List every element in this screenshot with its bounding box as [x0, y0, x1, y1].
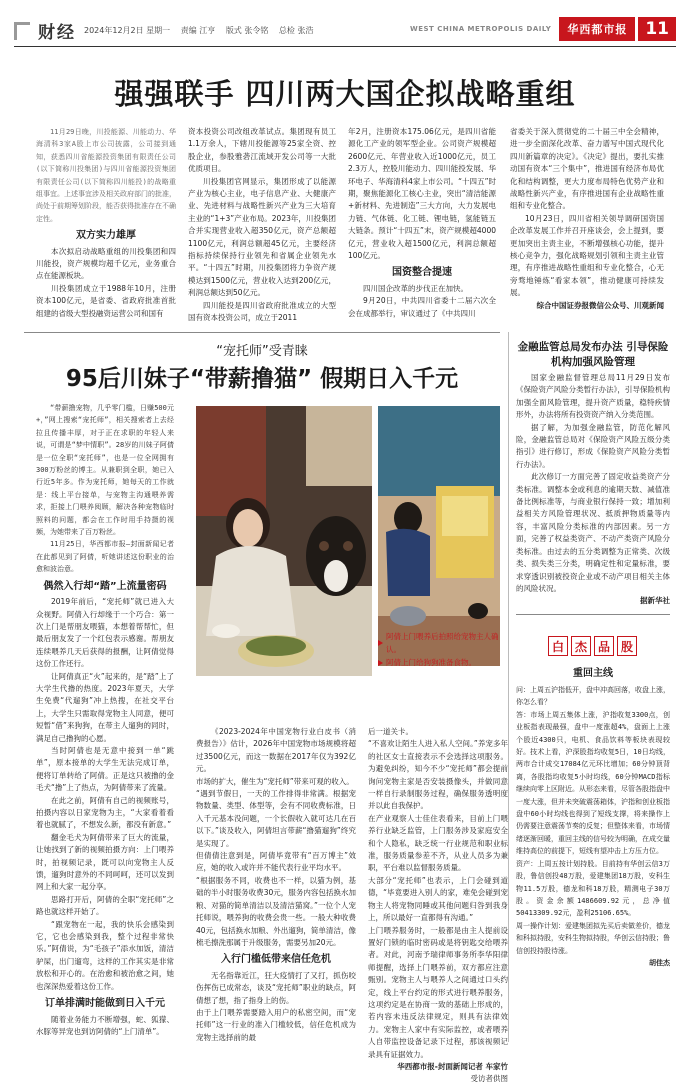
article2-para: 随着业务能力不断增强，蛇、狐獴、水豚等异宠也到访阿倩的“上门清单”。 [36, 1014, 174, 1036]
article1-source: 综合中国证券报微信公众号、川观新闻 [536, 300, 664, 310]
photo-captions [378, 630, 500, 669]
photo-feeding-cat [378, 406, 500, 666]
designer: 版式 张令铭 [225, 26, 269, 35]
article1-para: 四川能投是四川省政府批准成立的大型国有资本投资公司，成立于2011 [188, 300, 336, 323]
triangle-bullet-icon [378, 640, 383, 646]
paper-english-name: WEST CHINA METROPOLIS DAILY [409, 25, 552, 33]
triangle-bullet-icon [378, 660, 383, 666]
stock-column-title [548, 636, 637, 656]
divider [516, 614, 670, 615]
header-rule [14, 46, 676, 47]
section-name: 财经 [38, 23, 76, 43]
column-divider [508, 332, 509, 1042]
caption-2-text: 阿倩上门给狗狗准备食物。 [386, 658, 476, 667]
article2-para: 当时阿倩也是无意中接到一单“跳单”，原本接单的大学生无法完成订单，便将订单转给了阿倩。正是这只被撸的金毛犬“撸”上了热点，为阿倩带来了流量。 [36, 745, 174, 793]
article2-subhead2: 订单排满时能做到日入千元 [45, 998, 165, 1010]
stock-column-subtitle: 重回主线 [573, 668, 613, 679]
article2-para: 2019年前后，“宠托师”就已进入大众视野。阿倩入行却缘于一个巧合：第一次上门是帮朋友喂猫，本想着帮帮忙，但最后朋友发了一个红包表示感谢。帮朋友连续喂养几天后获得的报酬，让阿倩觉得这份工作还行。 [36, 597, 174, 669]
header-meta [84, 25, 321, 36]
issue-date: 2024年12月2日 星期一 [84, 26, 171, 35]
article2-para: 翻金毛犬为阿倩带来了巨大的流量，让她找到了新的视频拍摄方向：上门喂养时，拍视频记录，既可以向宠物主人反馈，遛狗时意外的不同呵呵，还可以发到网上和大家一起分享。 [36, 832, 174, 892]
divider [24, 332, 500, 333]
article2-byline: 华西都市报-封面新闻记者 车家竹 [397, 1061, 508, 1071]
article3-para: 据了解，为加强金融监管，防范化解风险，金融监管总局对《保险资产风险五级分类指引》进行修订，形成《保险资产风险分类暂行办法》。 [516, 422, 670, 469]
article1-col2 [188, 126, 336, 326]
article1-para: 四川国企改革的步伐正在加快。 [363, 283, 468, 293]
article3-body [516, 372, 670, 608]
page-number: 11 [638, 17, 676, 41]
article3-para: 此次修订一方面完善了固定收益类资产分类标准。调整本金或利息的逾期天数、减值准备比例标准等，与商业银行保持一致；增加利益相关方风险管理状况、抵质押物质量等内容，丰富风险分类标准的内部因素。另一方面，完善了权益类资产、不动产类资产风险分类标准。由过去的五分类调整为正常类、次级类、损失类三分类，明确定性和定量标准，要求穿透识别被投资企业或不动产项目相关主体的风险状况。 [516, 472, 670, 593]
photo-illustration [196, 406, 372, 676]
article2-kicker: “宠托师”受青睐 [216, 344, 308, 359]
stock-column-text: 问：上周五沪指低开，盘中冲高回落，收盘上涨，你怎么看？ 答：市场上周五集体上涨，沪指收复3300点，创业板指表现最强，盘中一度涨超4%，盘面上上涨个股近4300只，电机、食品饮料等板块表现较好。技术上看，沪深股指均收复5日，10日均线，两市合计成交17084亿元环比增加；60分钟顶背离，各股指均收复5小时均线，60分钟MACD指标继续向零上区附近。从形态来看，尽管各股指盘中一度大涨，但并未突破震荡箱体，沪指和创业板指盘中60小时均线也得到了短线支撑，将来操作上仍需要注意震荡节奏的反复；但整体来看，市场情绪逐渐回暖，重回主线的信号较为明确，在成交量维持高位的前提下，短线有望冲击上方压力位。 资产：上周五按计划持股。目前持有华创云信3万股，鲁信创投48万股，爱建集团18万股，安科生物11.5万股，德龙和科18万股，精测电子30万股。资金余额1486609.92元，总净值50413309.92元，盈利25106.65%。 周一操作计划：爱建集团拟先买后卖做差价，德龙和科拟持股，安科生物拟持股，华创云信持股；鲁信创投持股待涨。 [516, 686, 670, 955]
article1-para: 省委关于深入贯彻党的二十届三中全会精神，进一步全面深化改革、奋力谱写中国式现代化四川新篇章的决定》。《决定》提出，要扎实推动国有资本“三个集中”，推进国有经济布局优化和结构调整，更大力度布局特色优势产业和战略性新兴产业，有序推进国有企业战略性重组和专业化整合。 [510, 127, 664, 211]
article2-regulation: 后一道关卡。 “不喜欢让陌生人进入私人空间。”养宠多年的社区女士直接表示不会选择这项服务。为避免纠纷，知今不少“宠托师”都会提前询问宠物主家是否安装摄像头，并做同意一样自行录制服务过程，确保服务透明度并以此自我保护。 在产业观察人士佳住表看来，目前上门喂养行业缺乏监管，上门服务涉及家庭安全和个人隐私，缺乏统一行业规范和职业标准，服务质量参差不齐，从业人员多为兼职，平台难以监督服务质量。 大部分“宠托师”也表示，上门会碰到道德，“毕竟要进入别人的家，难免会碰到宠物主人将宠物同睡或其他问题归咎到我身上，所以最好一直都得有沟通。” 上门喂养服务时，一般都是由主人提前设置好门锁的临时密码或是将钥匙交给喂养者。对此，河南予瑞律师事务所李华阳律师提醒，选择上门喂养前，双方都应注意甄别。宠物主人与喂养人之间通过口头约定，线上平台约定的形式进行喂养服务，这项约定是在协商一致的基础上形成的，若内容未违反法律规定，则具有法律效力。宠物主人家中有实际监控，或者喂养人自带监控设备记录下过程，那该视频记录具有证据效力。 [368, 727, 508, 1059]
article3-para: 国家金融监督管理总局11月29日发布《保险资产风险分类暂行办法》，引导保险机构加强全面风险管理，提升资产质量，稳特疾情形外，办法将所有投资资产纳入分类范围。 [516, 373, 670, 420]
article1-col3 [348, 126, 496, 326]
article1-para: 川投集团官网显示，集团形成了以能源产业为核心主业，电子信息产业、大健康产业、先进材料与战略性新兴产业为三大培育主业的“1+3”产业布局。2023年，川投集团合并实现营业收入超350亿元，资产总额超1100亿元，利润总额超45亿元，主要经济指标持续保持行业领先和省属企业领先水平。“十四五”时期，川投集团将力争资产规模达到1500亿元，营业收入达到200亿元，利润总额达到50亿元。 [188, 176, 336, 298]
article1-para: 10月23日，四川省相关领导调研国资国企改革发展工作并召开座谈会，会上提到，要更加突出主责主业，不断增强核心功能，提升核心竞争力，强化战略规划引领和主责主业管理，有序推进战略性重组和专业化整合，心无旁骛地锤炼“看家本领”，推动健康可持续发展。 [510, 213, 664, 298]
article2-para: 思路打开后，阿倩的全职“宠托师”之路也就这样开始了。 [36, 894, 174, 917]
article2-dateline: 11月25日，华西都市报—封面新闻记者在此都见到了阿倩，听她讲述这份职业的治愈和波治意。 [36, 540, 174, 574]
article1-para: 资本投资公司改组改革试点。集团现有员工1.1万余人，下辖川投能源等25家全资、控股企业，参股雅砻江流域开发公司等一大批优质项目。 [188, 127, 336, 174]
stock-column-header [516, 632, 670, 680]
article1-para: 川投集团成立于1988年10月，注册资本100亿元，是省委、省政府批准首批组建的省级大型投融资运营公司和国有 [36, 283, 176, 318]
article2-lede: “带薪撸宠物，几乎零门槛，日赚500元+，”网上搜索“宠托师”，相关搜索者上去经拉且传播丰厚，对于正在求职的年轻人来说，可谓是“梦中情职”。28岁的川妹子阿倩是一位全职“宠托师”，也是一位全网拥有300万粉丝的博主。从兼职到全职，她已入行近5年多。作为宠托师，她每天的工作就是：线上平台接单，与宠物主沟通喂养需求，拒接上门喂养阅顾，解决各种宠物临时照料的问题，都会在工作时用手持摄的视频，为她带来了百万粉丝。 [36, 404, 174, 537]
photo-preparing-food [196, 406, 372, 676]
article2-para: 让阿倩真正“火”起来的，是“踏”上了大学生代撸的热度。2023年夏天，大学生免费“代遛狗”冲上热搜，在社交平台上，大学生只需取得宠物主人同意，便可短暂“借”来狗狗，在带主人遛狗的同时，满足自己撸狗的心愿。 [36, 671, 174, 743]
article2-col1 [36, 402, 174, 1038]
photo-illustration [378, 406, 500, 666]
headline-merger: 强强联手 四川两大国企拟战略重组 [114, 77, 576, 111]
stock-title-char: 品 [594, 636, 614, 656]
article1-para: 9月20日，中共四川省委十二届六次全会在成都举行，审议通过了《中共四川 [348, 296, 496, 318]
checker: 总检 张浩 [278, 26, 314, 35]
caption-1-text: 阿倩上门喂养后拍照给宠物主人确认。 [386, 632, 499, 654]
article2-subhead1: 偶然入行却“踏”上流量密码 [43, 580, 167, 592]
headline-pet-sitter: 95后川妹子“带薪撸猫” 假期日入千元 [65, 366, 459, 392]
article1-col4 [510, 126, 664, 322]
headline-insurance: 金融监管总局发布办法 引导保险机构加强风险管理 [517, 341, 669, 368]
stock-column-author: 胡佳杰 [649, 958, 670, 967]
article1-lede: 11月29日晚，川投能源、川能动力、华海清科3家A股上市公司披露，公司接到通知，获悉四川省能源投资集团有限责任公司(以下简称川投集团)与四川省能源投资集团有限责任公司(以下简称四川能投)的战略重组事宜。上述事宜涉及相关政府部门的批准，尚处于前期筹划阶段，能否获得批准存在不确定性。 [36, 128, 176, 223]
article2-col2 [196, 726, 356, 1042]
article2-para: “跟宠物在一起，我的快乐会感染到它，它也会感染到我，整个过程非常快乐。”阿倩说，为“毛孩子”添水加饭，清洁驴屎，出门遛弯，这样的工作其实是非常放松和开心的。在治愈和被治愈之间，她也深深热爱着这份工作。 [36, 919, 174, 991]
article2-col3 [368, 726, 508, 1084]
caption-1 [378, 630, 500, 656]
article2-subhead3: 入行门槛低带来信任危机 [221, 954, 331, 966]
article2-photo-credit: 受访者供图 [470, 1074, 508, 1084]
section-bracket-icon [14, 22, 30, 40]
article1-para: 本次拟启动战略重组的川投集团和四川能投，资产规模均超千亿元，业务重合点在能源板块。 [36, 246, 176, 281]
stock-column-body [516, 684, 670, 1038]
header-left [14, 18, 321, 43]
article1-para: 年2月，注册资本175.06亿元，是四川省能源化工产业的领军型企业。公司资产规模超2600亿元、年营业收入近1000亿元，员工2.3万人，控股川能动力、四川能投发展、华环电子、华海清科4家上市公司。“十四五”时期，聚焦能源化工核心主业，突出“清洁能源+新材料、先进制造”三大方向，大力发展电力链、气体链、化工链、锂电链，氢能链五大链条。预计“十四五”末，资产规模超4000亿元，营业收入超1500亿元，利润总额超100亿元。 [348, 127, 496, 261]
stock-title-char: 股 [617, 636, 637, 656]
stock-title-char: 杰 [571, 636, 591, 656]
article1-subhead2: 国资整合提速 [392, 267, 452, 279]
article1-col1 [36, 126, 176, 326]
article2-trust: 无名指靠近江，狂大疫情打了又打，抓伤咬伤挥伤已成常态，谈及“宠托师”职业的缺点，阿倩想了想，指了指身上的伤。 由于上门喂养需要踏入用户的私密空间，而“宠托师”这一行业的准入门槛较低，信任危机成为宠物主选择前的最 [196, 970, 356, 1042]
header-right [410, 17, 676, 41]
article3-source: 据新华社 [640, 596, 670, 606]
stock-title-char: 白 [548, 636, 568, 656]
article1-subhead1: 双方实力雄厚 [76, 230, 136, 242]
article2-para: 在此之前，阿倩有自己的视频账号，拍摄内容以日家宠物为主，“大家看着看着也就腻了，不想发么新，都没有新意。” [36, 795, 174, 830]
editor: 责编 江亨 [180, 26, 216, 35]
brand-logo: 华西都市报 [559, 17, 635, 41]
caption-2 [378, 656, 500, 669]
page-header [0, 0, 690, 58]
article2-market: 《2023-2024年中国宠物行业白皮书（消费报告）》估计，2026年中国宠物市场规模将超过3500亿元，而这一数据在2017年仅为392亿元。 市场的扩大，催生为“宠托师”带来可观的收入。 “遇到节假日，一天的工作排得非常满。根据宠物数量、类型、体型等，会有不同收费标准，日入千元基本没问题，一个长假收入就可达几在百以下。”谈及收入，阿倩坦言带薪“撸猫遛狗”终究是实现了。 但倩倩注意到是，阿倩毕竟带有“百万博主”效应，她的收入或许并不能代表行业平均水平。 “根据服务不同，收费也不一样，以猫为例，基础的半小时服务收费30元，服务内容包括换水加粮、对猫的简单清洁以及清洁猫窝。”一位个人宠托师说，喂养狗的收费会贵一些。一般大种收费40元，包括换水加粮、外出遛狗，简单清洁，像梳毛擦洗那属于升级服务，需要另加20元。 [196, 727, 356, 947]
